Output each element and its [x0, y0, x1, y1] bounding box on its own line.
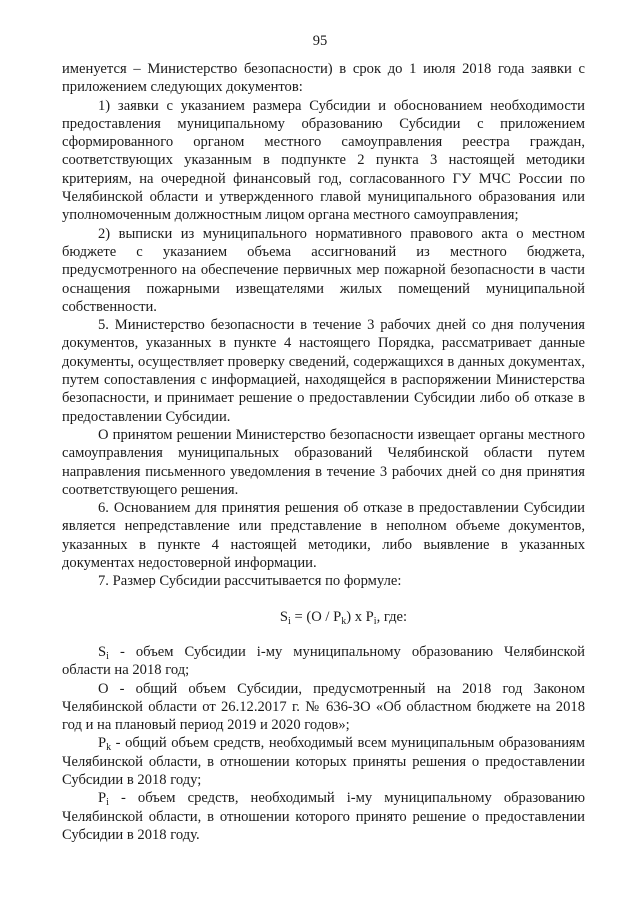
definition-pi-symbol: Р	[98, 790, 107, 807]
definition-si	[62, 643, 585, 680]
formula-end: , где:	[376, 608, 408, 625]
subsidy-formula	[62, 608, 585, 626]
formula-pk-sub: k	[341, 615, 347, 627]
page-number: 95	[312, 33, 328, 49]
definition-pk-sub: k	[106, 742, 112, 754]
definition-si-text: - объем Субсидии i-му муниципальному образованию Челябинской области на 2018 год;	[62, 643, 585, 679]
definition-pi	[62, 789, 585, 844]
formula-s-sub: i	[288, 615, 291, 627]
definition-pk-text: - общий объем средств, необходимый всем муниципальным образованиям Челябинской области, в отношении которых приняты решения о предоставлении Субсидии в 2018 году;	[62, 735, 585, 788]
definition-pi-text: - объем средств, необходимый i-му муниципальному образованию Челябинской области, в отношении которого принято решение о предоставлении Субсидии в 2018 году.	[62, 790, 585, 843]
definition-pk	[62, 734, 585, 789]
formula-tail: ) х Р	[346, 608, 374, 625]
formula-mid: = (О / Р	[290, 608, 342, 625]
paragraph-clause-7: 7. Размер Субсидии рассчитывается по формуле:	[98, 573, 402, 590]
definition-pk-symbol: Р	[98, 735, 107, 752]
definition-si-symbol: S	[98, 643, 107, 660]
paragraph-clause-5: 5. Министерство безопасности в течение 3 рабочих дней со дня получения документов, указанных в пункте 4 настоящего Порядка, рассматривает данные документы, осуществляет проверку сведений, содержащихся в данных документах, путем сопоставления с информацией, находящейся в распоряжении Министерства безопасности, и принимает решение о предоставлении Субсидии либо об отказе в предоставлении Субсидии.	[62, 317, 585, 425]
paragraph-clause-6: 6. Основанием для принятия решения об отказе в предоставлении Субсидии является непредставление или представление в неполном объеме документов, указанных в пункте 4 настоящей методики, либо выявление в указанных документах недостоверной информации.	[62, 500, 585, 572]
paragraph-item-1: 1) заявки с указанием размера Субсидии и обоснованием необходимости предоставления муниципальному образованию Субсидии с приложением сформированного органом местного самоуправления реестра граждан, соответствующих указанным в подпункте 2 пункта 3 настоящей методики критериям, на очередной финансовый год, согласованного ГУ МЧС России по Челябинской области и утвержденного главой муниципального образования или уполномоченным должностным лицом органа местного самоуправления;	[62, 97, 585, 224]
paragraph-intro: именуется – Министерство безопасности) в срок до 1 июля 2018 года заявки с приложением следующих документов:	[62, 61, 585, 96]
formula-pi-sub: i	[373, 615, 377, 627]
paragraph-item-2: 2) выписки из муниципального нормативного правового акта о местном бюджете с указанием объема ассигнований из местного бюджета, предусмотренного на обеспечение первичных мер пожарной безопасности в части оснащения пожарными извещателями жилых помещений муниципальной собственности.	[62, 225, 585, 315]
document-body	[62, 60, 585, 844]
definition-pi-sub: i	[106, 797, 109, 809]
definition-si-sub: i	[106, 650, 109, 662]
paragraph-notification: О принятом решении Министерство безопасности извещает органы местного самоуправления муниципальных образований Челябинской области путем направления письменного уведомления в течение 3 рабочих дней со дня принятия соответствующего решения.	[62, 426, 585, 498]
formula-s: S	[279, 608, 289, 625]
definition-o: О - общий объем Субсидии, предусмотренный на 2018 год Законом Челябинской области от 26.12.2017 г. № 636-ЗО «Об областном бюджете на 2018 год и на плановый период 2019 и 2020 годов»;	[62, 680, 585, 734]
